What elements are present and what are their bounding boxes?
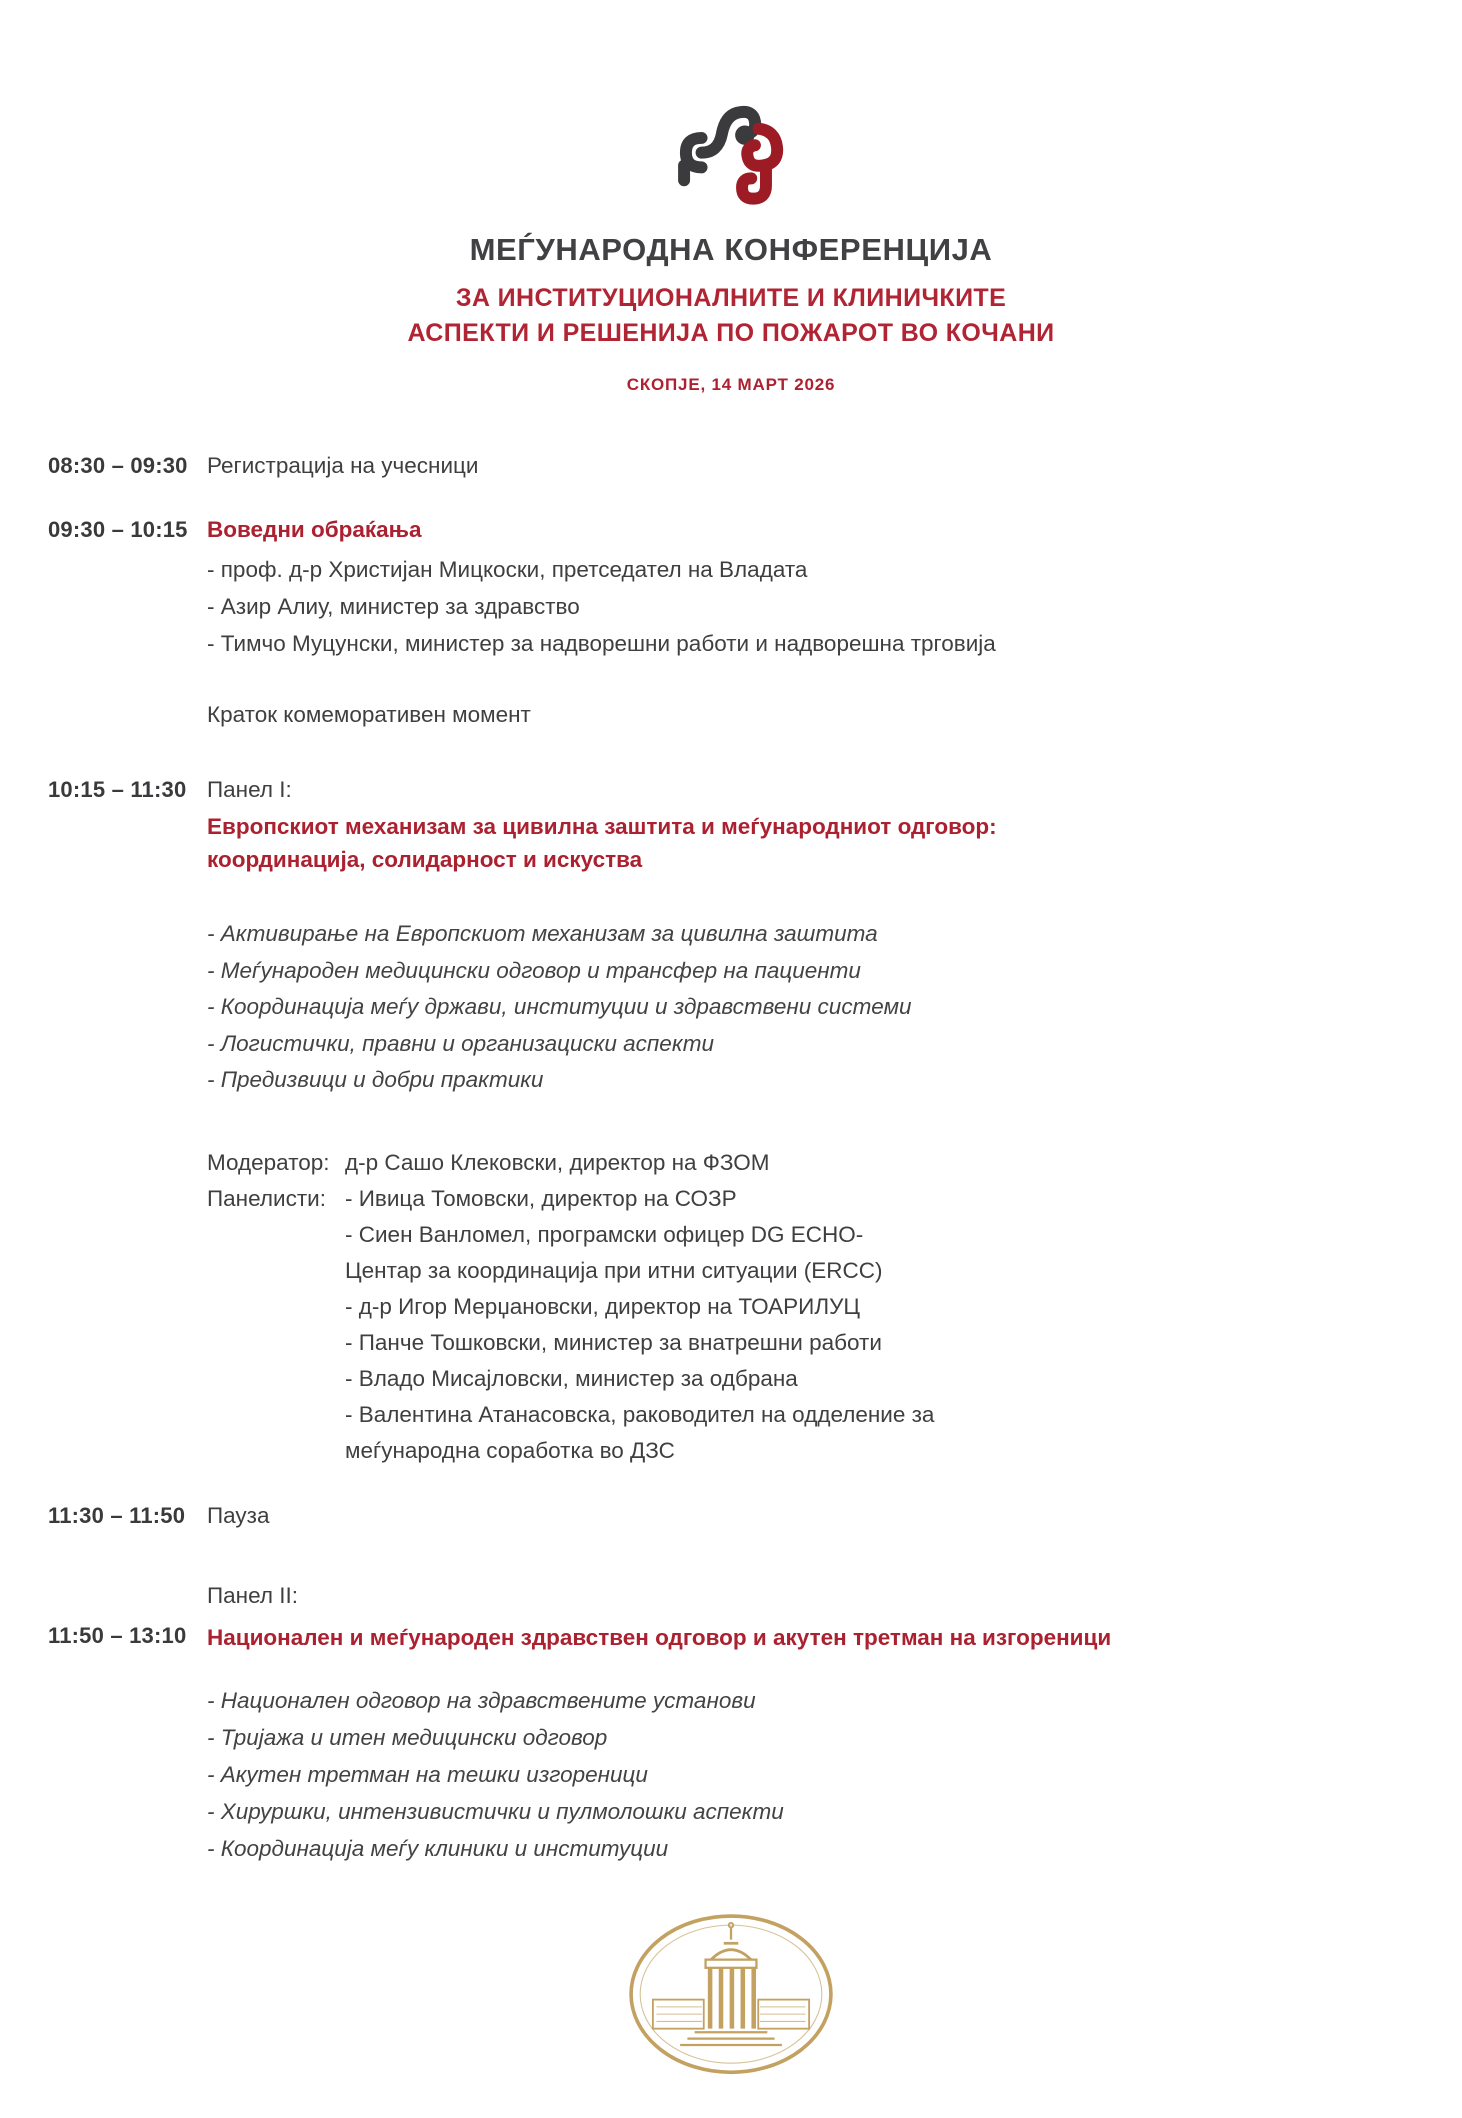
moderator-name: д-р Сашо Клековски, директор на ФЗОМ [345,1149,770,1175]
session-title: Краток комеморативен момент [207,702,531,727]
panelist-item: - Владо Мисајловски, министер за одбрана [345,1365,798,1391]
document-header [0,232,1462,395]
panelist-item: - Сиен Ванломел, програмски офицер DG ECHO- [345,1221,864,1247]
conference-date-location: СКОПЈЕ, 14 МАРТ 2026 [626,375,836,394]
panel-title-line1: Европскиот механизам за цивилна заштита и меѓународниот одговор: [207,814,997,839]
topic-item: - Меѓународен медицински одговор и трансфер на пациенти [207,957,861,983]
conference-logo-icon [0,68,1462,206]
session-title: Воведни обраќања [207,517,422,542]
panelist-item: - Панче Тошковски, министер за внатрешни работи [345,1329,882,1355]
panel-label: Панел I: [207,777,292,802]
topic-item: - Предизвици и добри практики [207,1067,544,1092]
schedule-row-opening [48,515,1416,662]
topic-item: - Координација меѓу клиники и институции [207,1835,669,1861]
topic-item: - Акутен третман на тешки изгореници [207,1761,648,1787]
conference-subtitle [0,281,1462,351]
panelist-item-wrap: Центар за координација при итни ситуации (ERCC) [345,1257,883,1283]
panelist-list [345,1181,1416,1469]
topic-list [207,916,1416,1099]
conference-subtitle-line2: АСПЕКТИ И РЕШЕНИЈА ПО ПОЖАРОТ ВО КОЧАНИ [407,319,1055,347]
time-label: 11:50 – 13:10 [48,1622,187,1648]
panelist-item: - Валентина Атанасовска, раководител на одделение за [345,1401,935,1427]
speaker-item: - проф. д-р Христијан Мицкоски, претседател на Владата [207,557,808,582]
schedule-row-panel2 [48,1621,1416,1867]
interlocking-curls-icon [641,68,821,206]
topic-item: - Активирање на Европскиот механизам за цивилна заштита [207,921,878,946]
speaker-item: - Тимчо Муцунски, министер за надворешни работи и надворешна трговија [207,631,996,656]
conference-subtitle-line1: ЗА ИНСТИТУЦИОНАЛНИТЕ И КЛИНИЧКИТЕ [455,284,1007,312]
topic-item: - Логистички, правни и организациски аспекти [207,1030,714,1056]
panelist-item-wrap: меѓународна соработка во ДЗС [345,1437,675,1463]
topic-item: - Национален одговор на здравствените установи [207,1687,756,1713]
topic-item: - Тријажа и итен медицински одговор [207,1724,608,1750]
panel-title: Национален и меѓународен здравствен одговор и акутен третман на изгореници [207,1624,1112,1650]
speaker-list [207,551,1416,662]
session-title: Регистрација на учесници [207,453,479,478]
schedule-row-break [48,1501,1416,1531]
schedule-row-commemoration [48,700,1416,730]
time-label: 10:15 – 11:30 [48,777,187,802]
government-building-emblem-icon [622,1903,840,2118]
panelists-row [207,1181,1416,1469]
conference-title: МЕЃУНАРОДНА КОНФЕРЕНЦИЈА [469,232,993,267]
panelist-item: - д-р Игор Мерџановски, директор на ТОАРИЛУЦ [345,1293,861,1319]
topic-item: - Хируршки, интензивистички и пулмолошки аспекти [207,1798,784,1824]
panel-people [207,1145,1416,1469]
moderator-row [207,1145,1416,1181]
schedule-row-panel1 [48,775,1416,1469]
conference-program-document [0,68,1462,2116]
panelists-label: Панелисти: [207,1185,326,1211]
panel-label: Панел II: [207,1582,299,1608]
speaker-item: - Азир Алиу, министер за здравство [207,594,580,619]
schedule-row-panel2-label [48,1581,1416,1611]
government-emblem [0,1903,1462,2118]
moderator-label: Модератор: [207,1149,330,1175]
schedule-row-registration [48,451,1416,481]
time-label: 09:30 – 10:15 [48,517,188,542]
schedule [0,451,1462,1867]
panel-title-line2: координација, солидарност и искуства [207,847,643,872]
session-title: Пауза [207,1502,270,1528]
time-label: 11:30 – 11:50 [48,1502,186,1528]
time-label: 08:30 – 09:30 [48,453,188,478]
topic-item: - Координација меѓу држави, институции и здравствени системи [207,994,912,1019]
topic-list [207,1682,1416,1867]
panelist-item: - Ивица Томовски, директор на СОЗР [345,1185,737,1211]
